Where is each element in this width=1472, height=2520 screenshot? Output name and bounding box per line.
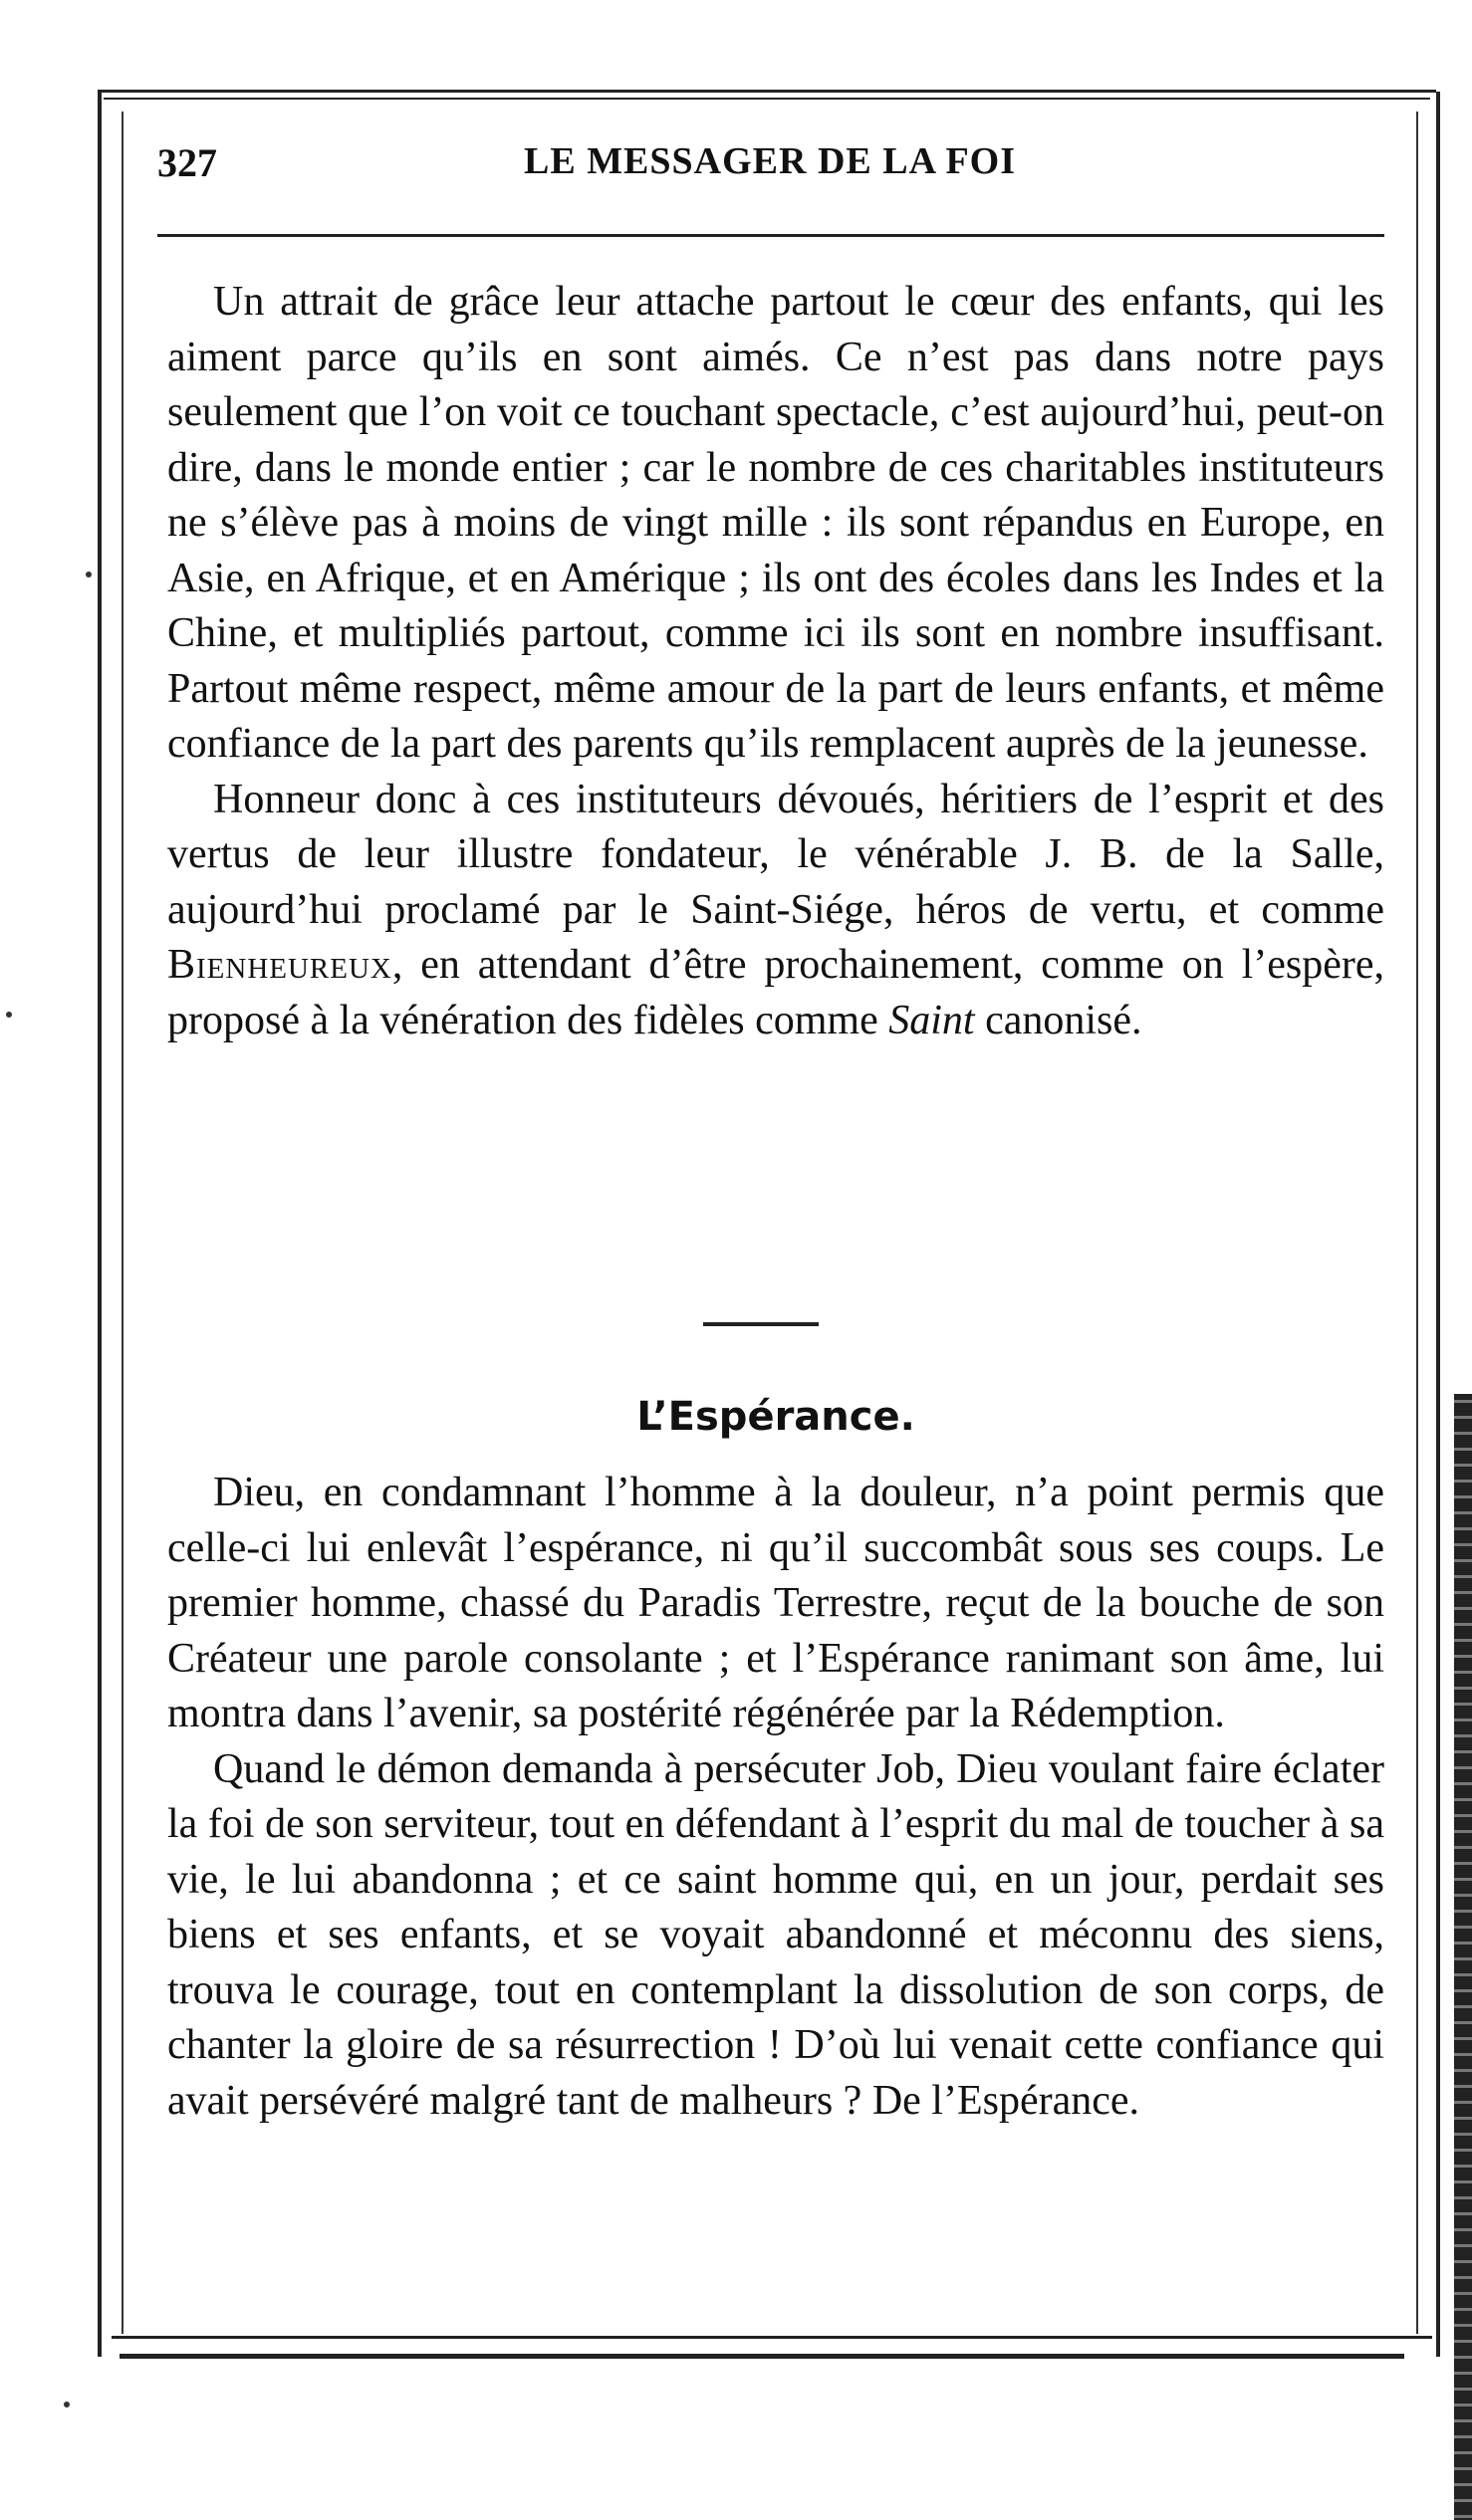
- page-number: 327: [157, 140, 217, 185]
- text-run: canonisé.: [974, 997, 1142, 1043]
- scan-edge-artifact: [1454, 1394, 1472, 2520]
- running-head: [157, 139, 1382, 189]
- section-separator: [703, 1322, 819, 1326]
- text-run: , en attendant d’être prochainement, comme on l’espère, proposé à la vénération des fidèles comme: [167, 942, 1384, 1043]
- paragraph: Quand le démon demanda à persécuter Job, Dieu voulant faire éclater la foi de son serviteur, tout en défendant à l’esprit du mal de toucher à sa vie, le lui abandonna ; et ce saint homme qui, en un jour, perdait ses biens et ses enfants, et se voyait abandonné et méconnu des siens, trouva le courage, tout en contemplant la dissolution de son corps, de chanter la gloire de sa résurrection ! D’où lui venait cette confiance qui avait persévéré malgré tant de malheurs ? De l’Espérance.: [167, 1745, 1384, 2124]
- paragraph: [167, 773, 1384, 1049]
- text-run: Honneur donc à ces instituteurs dévoués, héritiers de l’esprit et des vertus de leur illustre fondateur, le vénérable J. B. de la Salle, aujourd’hui proclamé par le Saint-Siége, héros de vertu, et comme: [167, 776, 1384, 933]
- section-title: L’Espérance.: [636, 1394, 915, 1440]
- paragraph: Un attrait de grâce leur attache partout le cœur des enfants, qui les aiment parce qu’ils en sont aimés. Ce n’est pas dans notre pays seulement que l’on voit ce touchant spectacle, c’est aujourd’hui, peut-on dire, dans le monde entier ; car le nombre de ces charitables instituteurs ne s’élève pas à moins de vingt mille : ils sont répandus en Europe, en Asie, en Afrique, et en Amérique ; ils ont des écoles dans les Indes et la Chine, et multipliés partout, comme ici ils sont en nombre insuffisant. Partout même respect, même amour de la part de leurs enfants, et même confiance de la part des parents qu’ils remplacent auprès de la jeunesse.: [167, 279, 1384, 767]
- frame-bottom-rule-thick: [120, 2354, 1404, 2359]
- section-2-body: [167, 1466, 1384, 2129]
- header-rule: [157, 234, 1384, 237]
- section-1-body: [167, 275, 1384, 1048]
- small-caps-text: Bienheureux: [167, 942, 392, 988]
- journal-title: LE MESSAGER DE LA FOI: [524, 140, 1016, 182]
- scan-speck: [6, 1012, 12, 1018]
- paragraph: Dieu, en condamnant l’homme à la douleur, n’a point permis que celle-ci lui enlevât l’espérance, ni qu’il succombât sous ses coups. Le premier homme, chassé du Paradis Terrestre, reçut de la bouche de son Créateur une parole consolante ; et l’Espérance ranimant son âme, lui montra dans l’avenir, sa postérité régénérée par la Rédemption.: [167, 1470, 1384, 1736]
- scan-speck: [86, 572, 92, 577]
- italic-text: Saint: [888, 997, 975, 1043]
- frame-bottom-rule: [112, 2336, 1432, 2339]
- scan-speck: [64, 2402, 70, 2407]
